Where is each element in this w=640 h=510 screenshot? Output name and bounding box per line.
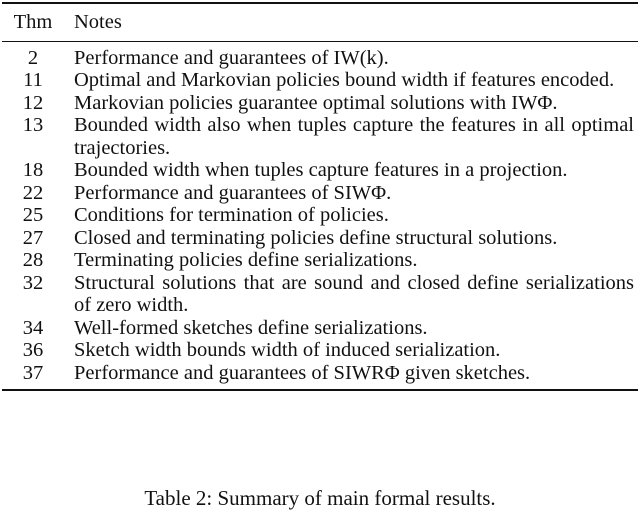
thm-note: Well-formed sketches define serializations.: [74, 316, 428, 339]
thm-number: 34: [22, 316, 44, 339]
thm-note: Conditions for termination of policies.: [74, 204, 389, 226]
table-row: [2, 362, 638, 390]
thm-note: Sketch width bounds width of induced serialization.: [74, 339, 501, 361]
results-table-container: [2, 0, 638, 391]
table-row: [2, 204, 638, 227]
thm-note: Terminating policies define serializations.: [74, 249, 418, 271]
results-table: [2, 4, 638, 41]
header-notes: Notes: [74, 11, 122, 33]
table-row: [2, 272, 638, 317]
table-row: [2, 92, 638, 115]
table-row: [2, 42, 638, 70]
table-row: [2, 159, 638, 182]
thm-note: Performance and guarantees of IW(k).: [74, 46, 389, 69]
table-caption: Table 2: Summary of main formal results.: [144, 486, 496, 510]
thm-number: 22: [22, 181, 44, 204]
table-row: [2, 227, 638, 250]
thm-number: 13: [22, 114, 44, 136]
table-row: [2, 249, 638, 272]
results-table-body: [2, 42, 638, 390]
header-thm: Thm: [13, 11, 53, 33]
thm-number: 27: [22, 226, 44, 249]
thm-number: 2: [27, 46, 39, 69]
thm-number: 11: [23, 69, 43, 91]
thm-number: 28: [22, 249, 44, 271]
thm-note: Structural solutions that are sound and closed define serializations of zero width.: [74, 271, 634, 316]
thm-number: 18: [22, 159, 44, 181]
thm-number: 32: [22, 271, 44, 294]
table-row: [2, 317, 638, 340]
thm-note: Performance and guarantees of SIWΦ.: [74, 181, 392, 204]
thm-note: Optimal and Markovian policies bound width if features encoded.: [74, 69, 615, 91]
thm-note: Bounded width also when tuples capture the features in all optimal trajectories.: [74, 114, 634, 159]
thm-number: 37: [22, 361, 44, 384]
table-bottom-rule: [2, 389, 638, 391]
thm-note: Bounded width when tuples capture features in a projection.: [74, 159, 568, 181]
thm-note: Closed and terminating policies define structural solutions.: [74, 226, 558, 249]
table-header-row: [2, 4, 638, 41]
thm-note: Performance and guarantees of SIWRΦ given sketches.: [74, 361, 531, 384]
thm-note: Markovian policies guarantee optimal solutions with IWΦ.: [74, 91, 558, 114]
thm-number: 25: [22, 204, 44, 226]
table-row: [2, 182, 638, 205]
thm-number: 36: [22, 339, 44, 361]
table-row: [2, 69, 638, 92]
table-row: [2, 339, 638, 362]
table-row: [2, 114, 638, 159]
thm-number: 12: [22, 91, 44, 114]
